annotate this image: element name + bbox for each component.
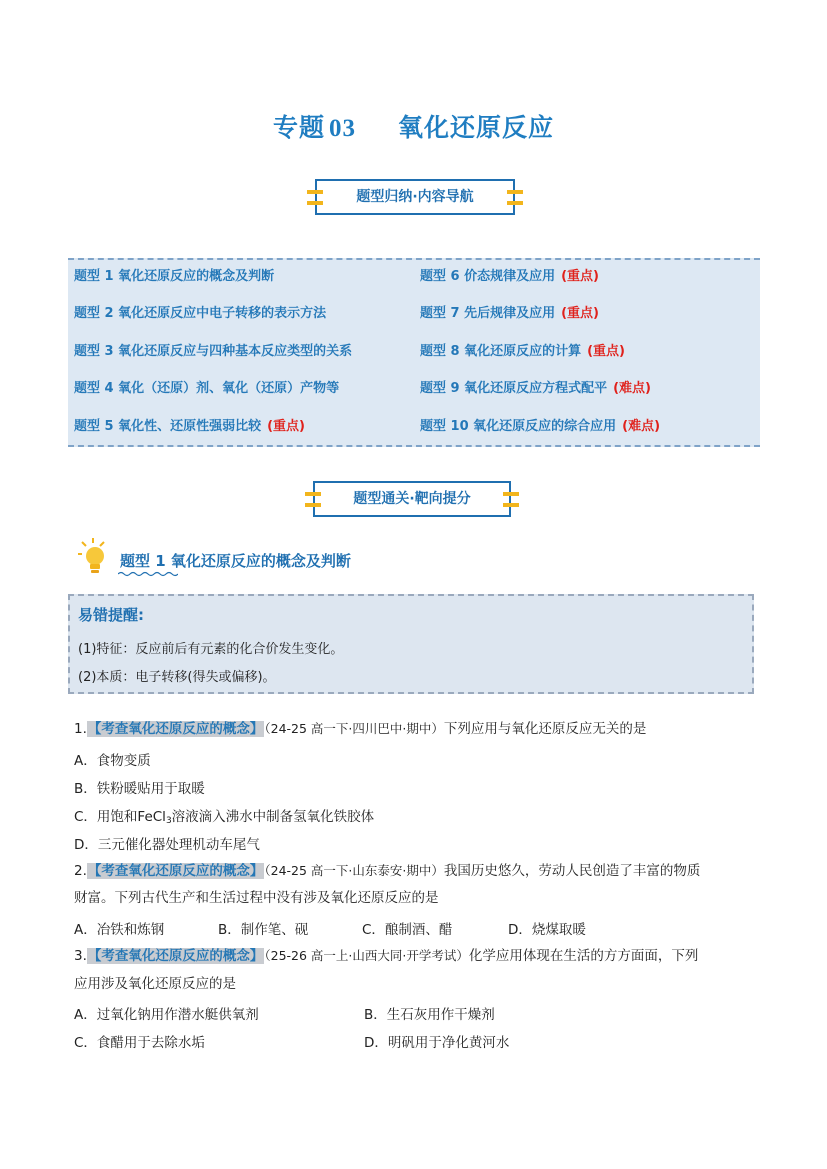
- section-title: 题型 1 氧化还原反应的概念及判断: [120, 552, 351, 570]
- nav-item-label: 题型 5 氧化性、还原性强弱比较: [74, 419, 262, 434]
- question-number: 3.: [74, 948, 87, 964]
- nav-item[interactable]: [74, 302, 326, 321]
- question-number: 2.: [74, 863, 87, 879]
- question-1-stem: [74, 719, 646, 739]
- question-number: 1.: [74, 721, 87, 737]
- nav-item[interactable]: [420, 377, 651, 396]
- question-text: 我国历史悠久，劳动人民创造了丰富的物质: [443, 863, 701, 879]
- nav-item-label: 题型 1 氧化还原反应的概念及判断: [74, 269, 275, 284]
- section-heading: [78, 538, 478, 578]
- question-tag: 【考查氧化还原反应的概念】: [87, 948, 264, 964]
- option-a[interactable]: A．食物变质: [74, 753, 151, 769]
- question-tag: 【考查氧化还原反应的概念】: [87, 721, 264, 737]
- tip-line: (1)特征：反应前后有元素的化合价发生变化。: [78, 642, 344, 657]
- subscript: 3: [165, 816, 172, 826]
- nav-item[interactable]: [420, 340, 625, 359]
- nav-item-label: 题型 8 氧化还原反应的计算: [420, 344, 582, 359]
- banner-content-nav-label: 题型归纳·内容导航: [356, 189, 474, 205]
- key-point-tag: (重点): [561, 306, 599, 321]
- option-b[interactable]: B．铁粉暖贴用于取暖: [74, 781, 205, 797]
- nav-item-label: 题型 9 氧化还原反应方程式配平: [420, 381, 608, 396]
- nav-item[interactable]: [420, 415, 660, 434]
- option-a[interactable]: A．过氧化钠用作潜水艇供氧剂: [74, 1007, 259, 1023]
- tips-box: [68, 594, 754, 694]
- question-tag: 【考查氧化还原反应的概念】: [87, 863, 264, 879]
- option-d[interactable]: D．明矾用于净化黄河水: [364, 1035, 510, 1051]
- nav-item[interactable]: [74, 340, 352, 359]
- question-source: （25-26 高一上·山西大同·开学考试）: [264, 948, 469, 963]
- title-number: 03: [329, 115, 356, 142]
- wavy-underline: [118, 571, 178, 577]
- question-3-stem: [74, 946, 698, 966]
- option-text: 溶液滴入沸水中制备氢氧化铁胶体: [171, 809, 375, 825]
- question-text: 化学应用体现在生活的方方面面，下列: [468, 948, 699, 964]
- difficult-point-tag: (难点): [622, 419, 661, 434]
- option-b[interactable]: B．生石灰用作干燥剂: [364, 1007, 495, 1023]
- option-c[interactable]: C．食醋用于去除水垢: [74, 1035, 205, 1051]
- question-3-stem-cont: 应用涉及氧化还原反应的是: [74, 976, 236, 992]
- tip-line: (2)本质：电子转移(得失或偏移)。: [78, 670, 276, 685]
- difficult-point-tag: (难点): [613, 381, 651, 396]
- question-text: 下列应用与氧化还原反应无关的是: [443, 721, 647, 737]
- title-name: 氧化还原反应: [398, 113, 555, 142]
- question-source: （24-25 高一下·山东泰安·期中）: [264, 863, 444, 878]
- tips-heading: 易错提醒:: [78, 606, 144, 624]
- nav-item[interactable]: [420, 302, 599, 321]
- option-a[interactable]: A．冶铁和炼钢: [74, 922, 165, 938]
- option-b[interactable]: B．制作笔、砚: [218, 922, 309, 938]
- nav-item[interactable]: [420, 265, 599, 284]
- page-title: [0, 108, 827, 144]
- nav-item[interactable]: [74, 377, 339, 396]
- banner-content-nav: [315, 179, 515, 215]
- lightbulb-icon: [78, 538, 108, 578]
- nav-item-label: 题型 7 先后规律及应用: [420, 306, 556, 321]
- question-source: （24-25 高一下·四川巴中·期中）: [264, 721, 444, 736]
- key-point-tag: (重点): [561, 269, 599, 284]
- option-c[interactable]: C．酿制酒、醋: [362, 922, 453, 938]
- title-prefix: 专题: [272, 113, 325, 142]
- nav-item[interactable]: [74, 415, 305, 434]
- topic-navigation: [68, 258, 760, 447]
- option-d[interactable]: D．三元催化器处理机动车尾气: [74, 837, 260, 853]
- option-d[interactable]: D．烧煤取暖: [508, 922, 586, 938]
- key-point-tag: (重点): [587, 344, 625, 359]
- nav-item-label: 题型 10 氧化还原反应的综合应用: [420, 419, 617, 434]
- banner-practice-label: 题型通关·靶向提分: [353, 491, 471, 507]
- nav-item-label: 题型 3 氧化还原反应与四种基本反应类型的关系: [74, 344, 353, 359]
- nav-item-label: 题型 2 氧化还原反应中电子转移的表示方法: [74, 306, 327, 321]
- nav-item-label: 题型 4 氧化（还原）剂、氧化（还原）产物等: [74, 381, 340, 396]
- option-c[interactable]: [74, 805, 374, 826]
- banner-practice: [313, 481, 511, 517]
- nav-item-label: 题型 6 价态规律及应用: [420, 269, 556, 284]
- key-point-tag: (重点): [267, 419, 305, 434]
- question-2-stem: [74, 861, 700, 881]
- question-2-stem-cont: 财富。下列古代生产和生活过程中没有涉及氧化还原反应的是: [74, 890, 439, 906]
- option-text: C．用饱和FeCl: [74, 809, 166, 825]
- nav-item[interactable]: [74, 265, 274, 284]
